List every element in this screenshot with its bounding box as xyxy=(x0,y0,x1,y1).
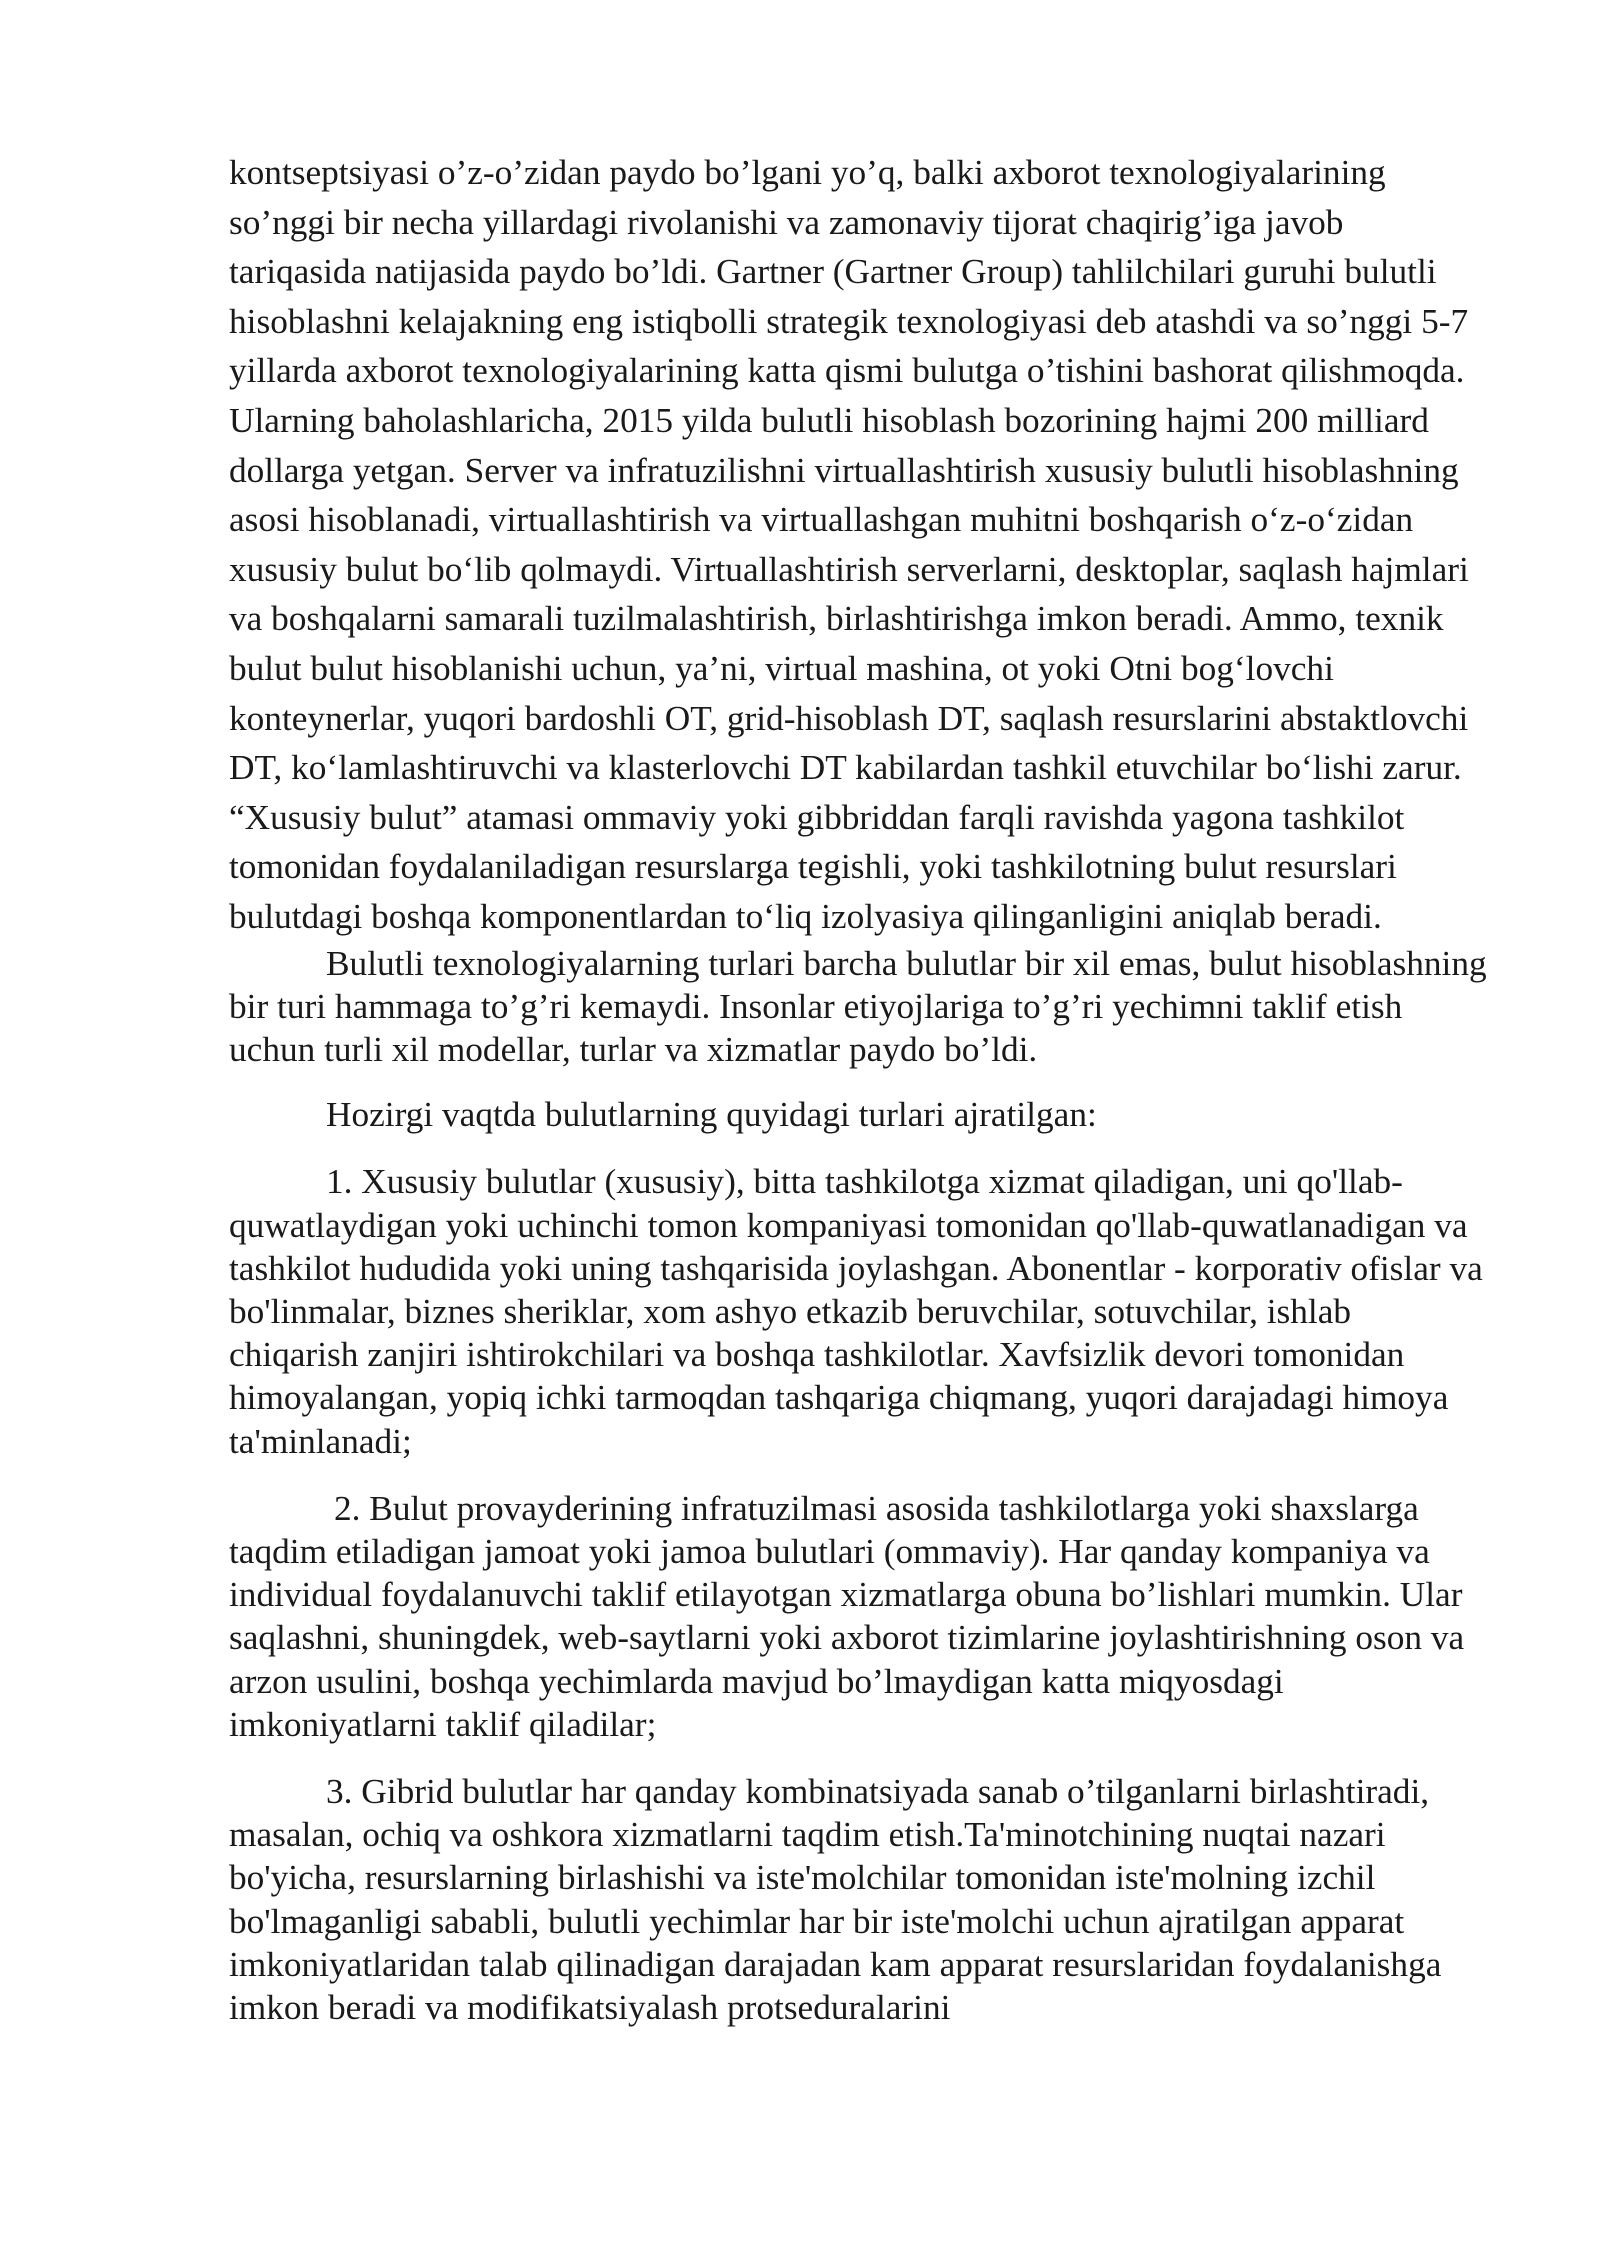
paragraph-cloud-types-lead: Hozirgi vaqtda bulutlarning quyidagi turlari ajratilgan: xyxy=(326,1095,1097,1135)
paragraph-cloud-concept: kontseptsiyasi o’z-o’zidan paydo bo’lgani yo’q, balki axborot texnologiyalarining so’nggi bir necha yillardagi rivolanishi va zamonaviy tijorat chaqirig’iga javob tariqasida natijasida paydo bo’ldi. Gartner (Gartner Group) tahlilchilari guruhi bulutli hisoblashni kelajakning eng istiqbolli strategik texnologiyasi deb atashdi va so’nggi 5-7 yillarda axborot texnologiyalarining katta qismi bulutga o’tishini bashorat qilishmoqda. Ularning baholashlaricha, 2015 yilda bulutli hisoblash bozorining hajmi 200 milliard dollarga yetgan. Server va infratuzilishni virtuallashtirish xususiy bulutli hisoblashning asosi hisoblanadi, virtuallashtirish va virtuallashgan muhitni boshqarish o‘z-o‘zidan xususiy bulut bo‘lib qolmaydi. Virtuallashtirish serverlarni, desktoplar, saqlash hajmlari va boshqalarni samarali tuzilmalashtirish, birlashtirishga imkon beradi. Ammo, texnik bulut bulut hisoblanishi uchun, ya’ni, virtual mashina, ot yoki Otni bog‘lovchi konteynerlar, yuqori bardoshli OT, grid-hisoblash DT, saqlash resurslarini abstaktlovchi DT, ko‘lamlashtiruvchi va klasterlovchi DT kabilardan tashkil etuvchilar bo‘lishi zarur. “Xususiy bulut” atamasi ommaviy yoki gibbriddan farqli ravishda yagona tashkilot tomonidan foydalaniladigan resurslarga tegishli, yoki tashkilotning bulut resurslari bulutdagi boshqa komponentlardan to‘liq izolyasiya qilinganligini aniqlab beradi. xyxy=(229,153,1469,936)
document-body xyxy=(229,148,1489,2029)
list-item-private-cloud: 1. Xususiy bulutlar (xususiy), bitta tashkilotga xizmat qiladigan, uni qo'llab-quwatlaydigan yoki uchinchi tomon kompaniyasi tomonidan qo'llab-quwatlanadigan va tashkilot hududida yoki uning tashqarisida joylashgan. Abonentlar - korporativ ofislar va bo'linmalar, biznes sheriklar, xom ashyo etkazib beruvchilar, sotuvchilar, ishlab chiqarish zanjiri ishtirokchilari va boshqa tashkilotlar. Xavfsizlik devori tomonidan himoyalangan, yopiq ichki tarmoqdan tashqariga chiqmang, yuqori darajadagi himoya ta'minlanadi; xyxy=(229,1162,1483,1461)
list-item-public-cloud: 2. Bulut provayderining infratuzilmasi asosida tashkilotlarga yoki shaxslarga taqdim etiladigan jamoat yoki jamoa bulutlari (ommaviy). Har qanday kompaniya va individual foydalanuvchi taklif etilayotgan xizmatlarga obuna bo’lishlari mumkin. Ular saqlashni, shuningdek, web-saytlarni yoki axborot tizimlarine joylashtirishning oson va arzon usulini, boshqa yechimlarda mavjud bo’lmaydigan katta miqyosdagi imkoniyatlarni taklif qiladilar; xyxy=(229,1488,1465,1744)
list-item-hybrid-cloud: 3. Gibrid bulutlar har qanday kombinatsiyada sanab o’tilganlarni birlashtiradi, masalan, ochiq va oshkora xizmatlarni taqdim etish.Ta'minotchining nuqtai nazari bo'yicha, resurslarning birlashishi va iste'molchilar tomonidan iste'molning izchil bo'lmaganligi sababli, bulutli yechimlar har bir iste'molchi uchun ajratilgan apparat imkoniyatlaridan talab qilinadigan darajadan kam apparat resurslaridan foydalanishga imkon beradi va modifikatsiyalash protseduralarini xyxy=(229,1771,1442,2027)
paragraph-cloud-types-intro: Bulutli texnologiyalarning turlari barcha bulutlar bir xil emas, bulut hisoblashning bir turi hammaga to’g’ri kemaydi. Insonlar etiyojlariga to’g’ri yechimni taklif etish uchun turli xil modellar, turlar va xizmatlar paydo bo’ldi. xyxy=(229,943,1487,1069)
